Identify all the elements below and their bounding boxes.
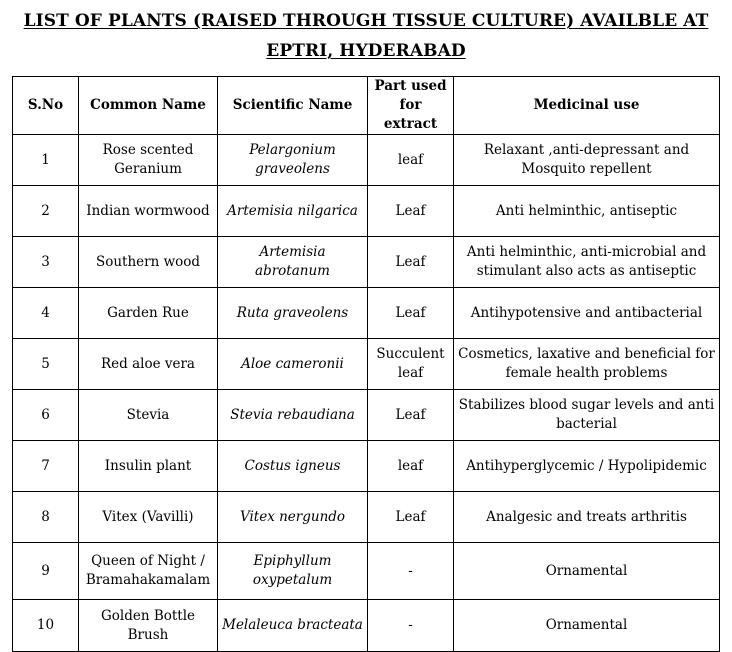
cell-part-used: Leaf [368,237,454,288]
header-scientific-name: Scientific Name [218,77,368,135]
cell-medicinal-use: Antihypotensive and antibacterial [454,288,720,339]
cell-scientific-name: Costus igneus [218,441,368,492]
header-part-used: Part used for extract [368,77,454,135]
cell-common-name: Red aloe vera [79,339,218,390]
cell-part-used: Leaf [368,186,454,237]
table-row [13,543,720,600]
cell-medicinal-use: Anti helminthic, anti-microbial and stimulant also acts as antiseptic [454,237,720,288]
table-row [13,390,720,441]
cell-medicinal-use: Ornamental [454,600,720,652]
cell-scientific-name: Pelargonium graveolens [218,135,368,186]
cell-sno: 5 [13,339,79,390]
table-header-row [13,77,720,135]
document-title-line-2: EPTRI, HYDERABAD [266,41,466,61]
cell-part-used: leaf [368,441,454,492]
cell-scientific-name: Vitex nergundo [218,492,368,543]
cell-part-used: Leaf [368,288,454,339]
table-row [13,441,720,492]
table-row [13,135,720,186]
cell-scientific-name: Artemisia abrotanum [218,237,368,288]
cell-medicinal-use: Stabilizes blood sugar levels and anti bacterial [454,390,720,441]
table-row [13,288,720,339]
cell-scientific-name: Aloe cameronii [218,339,368,390]
cell-scientific-name: Epiphyllum oxypetalum [218,543,368,600]
cell-common-name: Garden Rue [79,288,218,339]
cell-part-used: - [368,600,454,652]
cell-part-used: Leaf [368,492,454,543]
cell-part-used: - [368,543,454,600]
table-row [13,237,720,288]
cell-medicinal-use: Ornamental [454,543,720,600]
cell-sno: 9 [13,543,79,600]
cell-sno: 2 [13,186,79,237]
table-row [13,600,720,652]
cell-medicinal-use: Analgesic and treats arthritis [454,492,720,543]
cell-part-used: Succulent leaf [368,339,454,390]
cell-common-name: Insulin plant [79,441,218,492]
cell-medicinal-use: Cosmetics, laxative and beneficial for female health problems [454,339,720,390]
cell-common-name: Indian wormwood [79,186,218,237]
cell-part-used: leaf [368,135,454,186]
cell-scientific-name: Artemisia nilgarica [218,186,368,237]
document-title-line-1: LIST OF PLANTS (RAISED THROUGH TISSUE CULTURE) AVAILBLE AT [23,11,709,31]
cell-scientific-name: Ruta graveolens [218,288,368,339]
cell-scientific-name: Stevia rebaudiana [218,390,368,441]
cell-common-name: Stevia [79,390,218,441]
cell-sno: 1 [13,135,79,186]
cell-common-name: Golden Bottle Brush [79,600,218,652]
table-row [13,339,720,390]
cell-sno: 10 [13,600,79,652]
table-row [13,186,720,237]
cell-sno: 6 [13,390,79,441]
cell-common-name: Southern wood [79,237,218,288]
plants-table [12,76,720,652]
cell-medicinal-use: Antihyperglycemic / Hypolipidemic [454,441,720,492]
header-common-name: Common Name [79,77,218,135]
cell-sno: 4 [13,288,79,339]
cell-common-name: Vitex (Vavilli) [79,492,218,543]
cell-part-used: Leaf [368,390,454,441]
cell-sno: 7 [13,441,79,492]
header-sno: S.No [13,77,79,135]
cell-sno: 3 [13,237,79,288]
cell-scientific-name: Melaleuca bracteata [218,600,368,652]
cell-common-name: Queen of Night / Bramahakamalam [79,543,218,600]
table-row [13,492,720,543]
header-medicinal-use: Medicinal use [454,77,720,135]
cell-common-name: Rose scented Geranium [79,135,218,186]
cell-sno: 8 [13,492,79,543]
cell-medicinal-use: Anti helminthic, antiseptic [454,186,720,237]
cell-medicinal-use: Relaxant ,anti-depressant and Mosquito repellent [454,135,720,186]
